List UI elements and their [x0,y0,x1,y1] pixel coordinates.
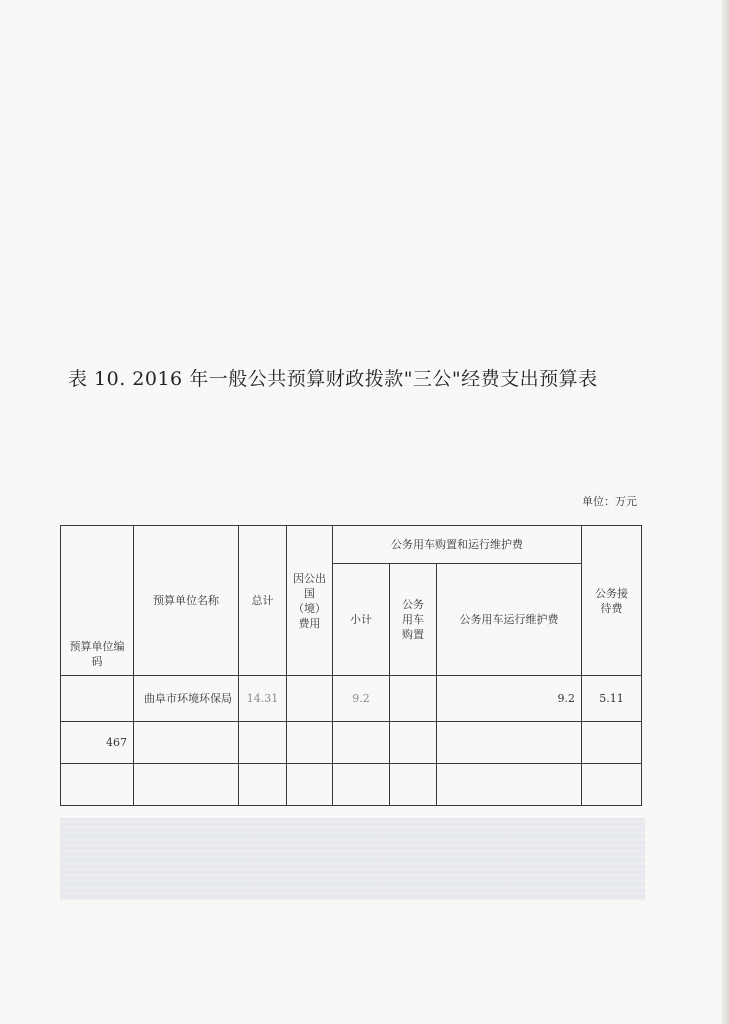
header-vehicle-group: 公务用车购置和运行维护费 [333,526,582,564]
cell-total [239,722,287,764]
header-unit-code: 预算单位编码 [61,526,134,676]
page-edge-shadow [721,0,729,1024]
cell-vehicle-purchase [390,722,437,764]
header-abroad: 因公出国（境）费用 [287,526,333,676]
header-vehicle-purchase: 公务用车购置 [390,564,437,676]
cell-name: 曲阜市环境环保局 [134,676,239,722]
cell-vehicle-maintenance [437,764,582,806]
header-subtotal: 小计 [333,564,390,676]
cell-abroad [287,676,333,722]
scan-artifact-band [60,818,645,900]
cell-vehicle-maintenance: 9.2 [437,676,582,722]
table-title: 表 10. 2016 年一般公共预算财政拨款"三公"经费支出预算表 [68,368,598,390]
cell-reception [582,764,642,806]
cell-code [61,676,134,722]
cell-abroad [287,764,333,806]
cell-reception [582,722,642,764]
cell-vehicle-purchase [390,676,437,722]
table-row [61,722,642,764]
header-total: 总计 [239,526,287,676]
cell-code [61,764,134,806]
cell-subtotal [333,764,390,806]
cell-subtotal [333,722,390,764]
header-unit-name: 预算单位名称 [134,526,239,676]
header-vehicle-maintenance: 公务用车运行维护费 [437,564,582,676]
cell-abroad [287,722,333,764]
unit-label: 单位：万元 [582,495,637,508]
cell-vehicle-purchase [390,764,437,806]
header-reception: 公务接待费 [582,526,642,676]
cell-code: 467 [61,722,134,764]
budget-table [60,525,642,806]
cell-name [134,764,239,806]
cell-total: 14.31 [239,676,287,722]
cell-name [134,722,239,764]
table-row [61,676,642,722]
cell-subtotal: 9.2 [333,676,390,722]
cell-vehicle-maintenance [437,722,582,764]
cell-reception: 5.11 [582,676,642,722]
cell-total [239,764,287,806]
table-row [61,764,642,806]
